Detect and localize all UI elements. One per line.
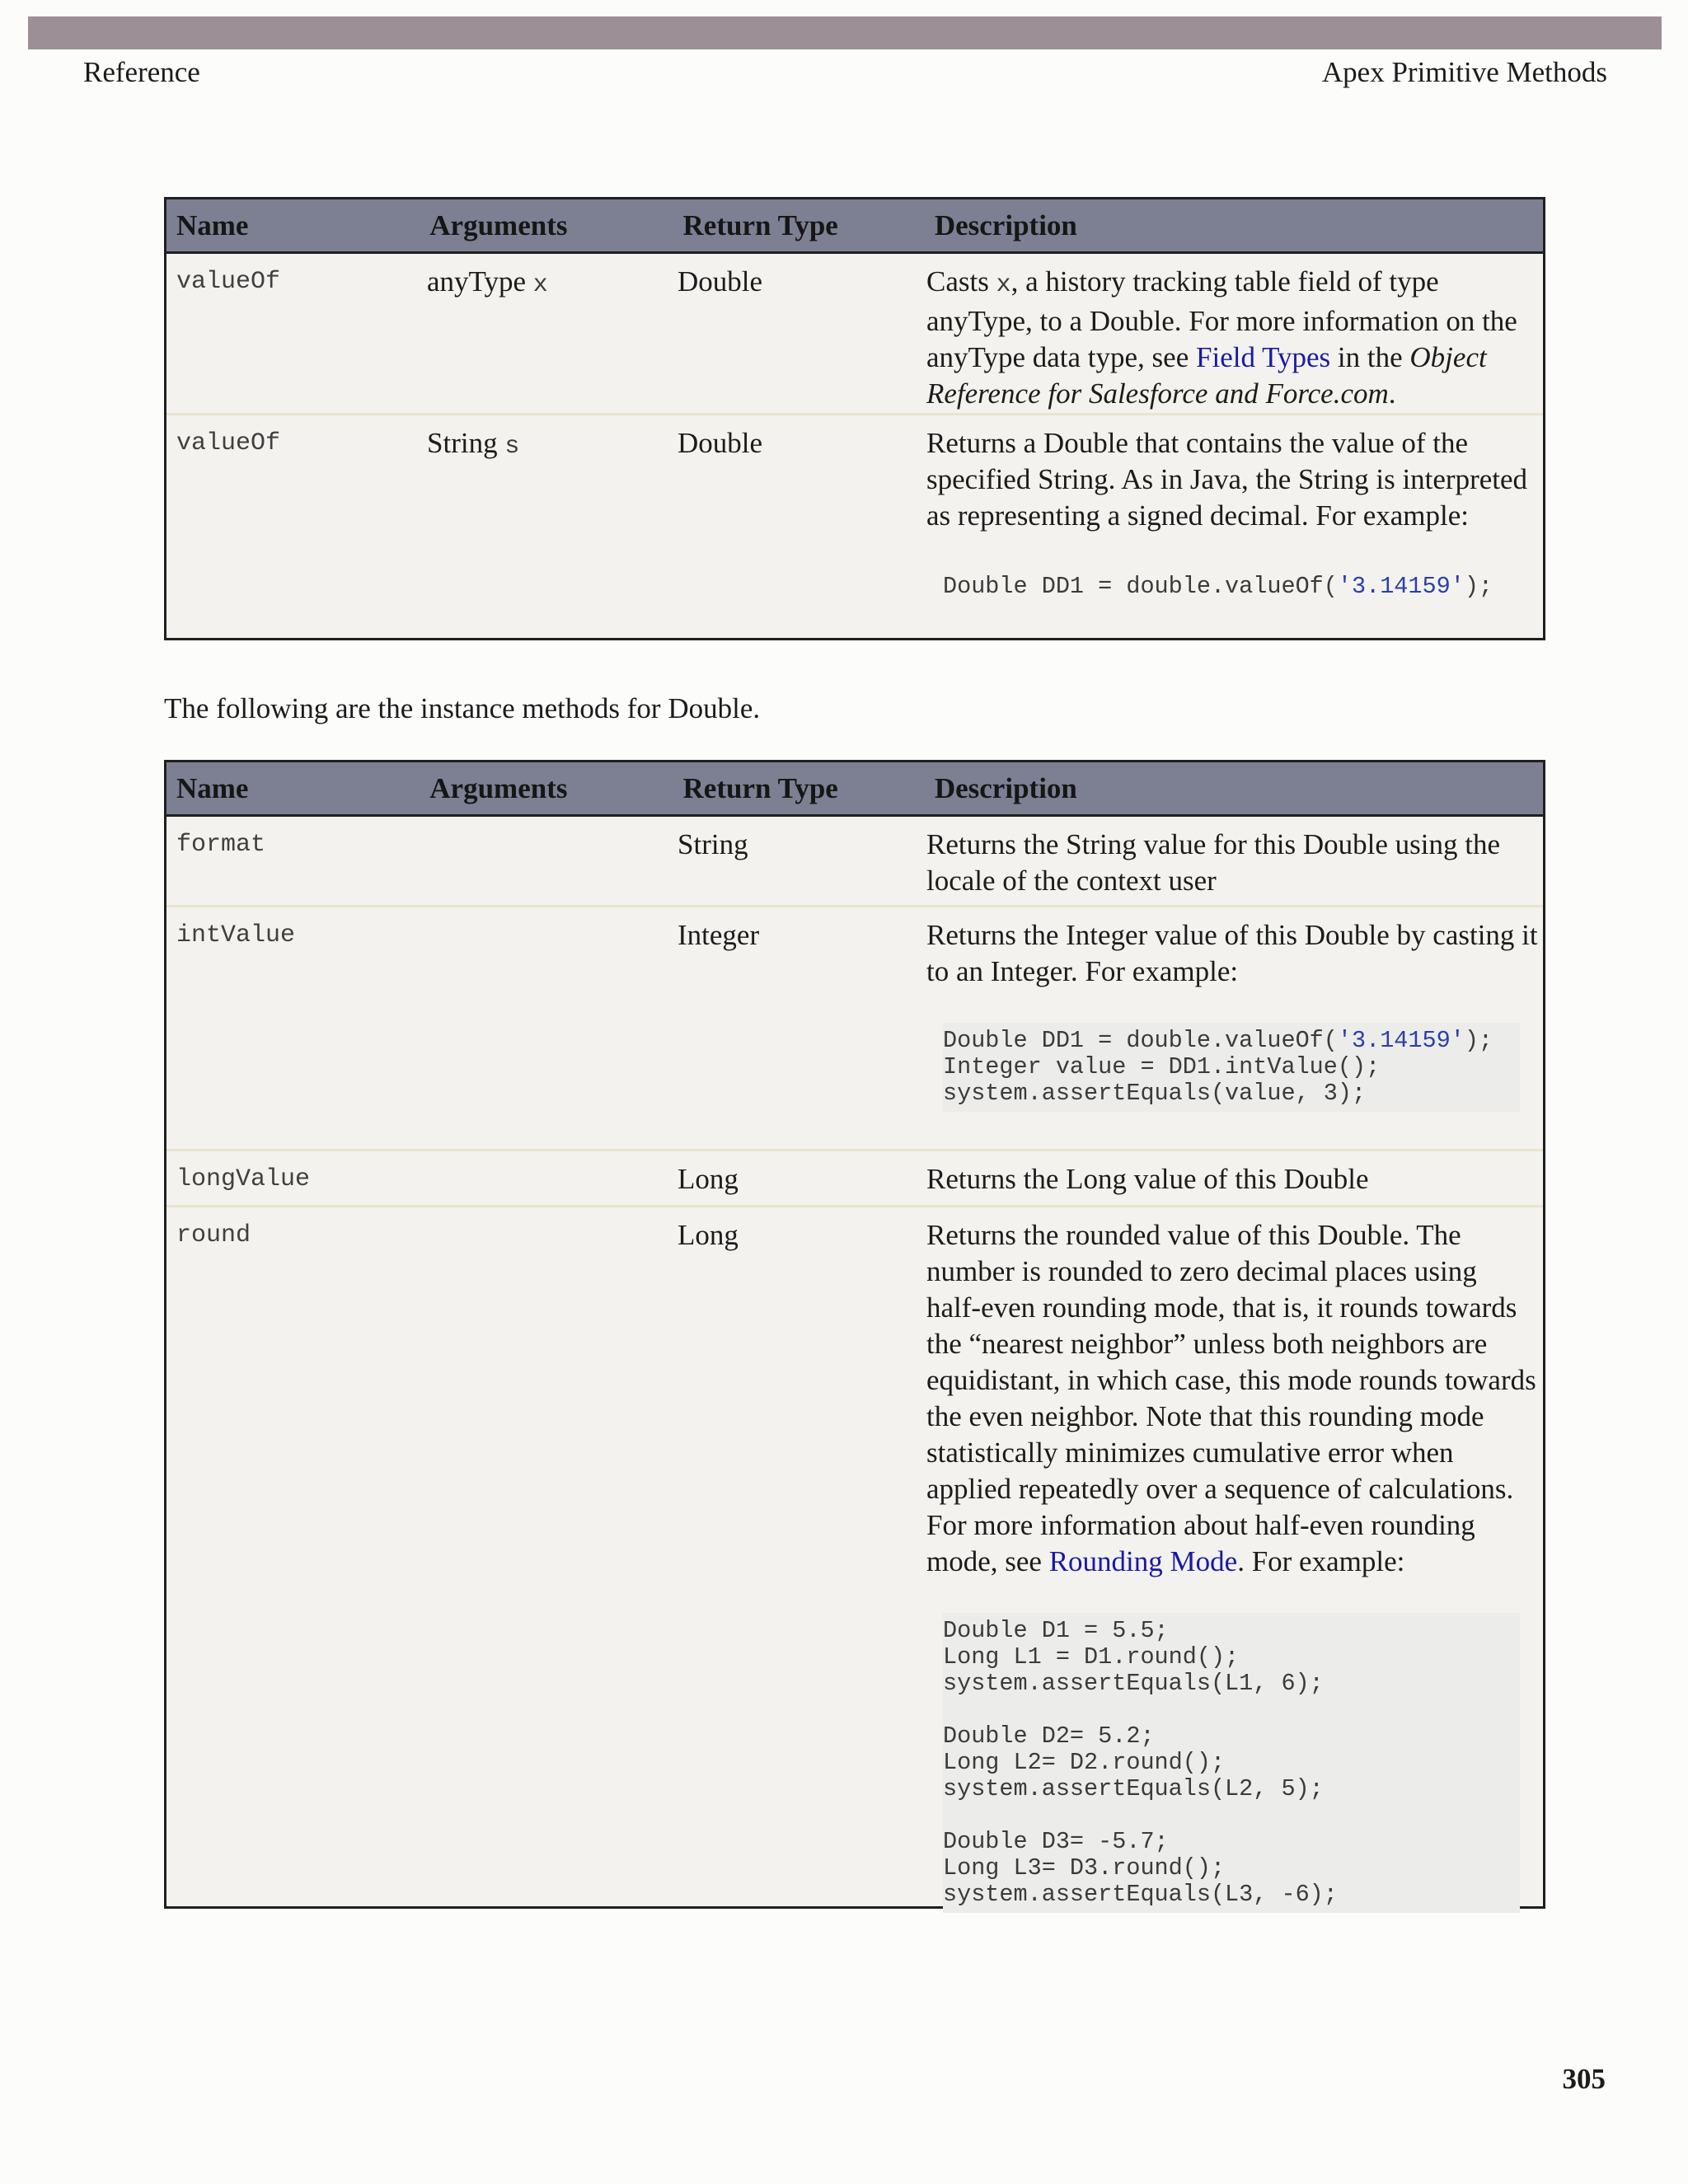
method-arguments bbox=[417, 1151, 668, 1205]
code-text: Double DD1 = double.valueOf( bbox=[943, 573, 1338, 600]
header-bar bbox=[28, 16, 1662, 49]
description-variable: x bbox=[996, 271, 1011, 299]
book-title: Object Reference for Salesforce and Force.com bbox=[926, 341, 1487, 410]
return-type: Integer bbox=[678, 919, 760, 951]
field-types-link[interactable]: Field Types bbox=[1196, 341, 1331, 373]
column-header-return-type: Return Type bbox=[682, 209, 838, 241]
method-name: longValue bbox=[176, 1165, 311, 1193]
column-header-arguments: Arguments bbox=[429, 209, 568, 241]
method-description bbox=[917, 254, 1543, 413]
table-row bbox=[166, 817, 1543, 907]
method-arguments bbox=[417, 907, 668, 1149]
method-arguments bbox=[417, 415, 668, 638]
method-description bbox=[917, 415, 1543, 638]
return-type: Long bbox=[678, 1163, 738, 1195]
static-methods-table bbox=[164, 197, 1545, 640]
page-number: 305 bbox=[1562, 2063, 1606, 2095]
description-text: , a history tracking table field of type anyType, to a Double. For more information on the anyType data type, see bbox=[926, 265, 1517, 373]
return-type: Long bbox=[678, 1219, 738, 1251]
description-text bbox=[926, 1217, 1543, 1580]
table-row bbox=[166, 907, 1543, 1151]
return-type: Double bbox=[678, 265, 763, 298]
return-type: Double bbox=[678, 427, 763, 459]
column-header-description: Description bbox=[934, 772, 1077, 804]
column-header-name: Name bbox=[176, 209, 249, 241]
table-header bbox=[166, 199, 1543, 254]
rounding-mode-link[interactable]: Rounding Mode bbox=[1048, 1545, 1238, 1577]
argument-type: anyType bbox=[427, 265, 527, 298]
method-name: intValue bbox=[176, 921, 296, 949]
code-text: Double DD1 = double.valueOf( bbox=[943, 1027, 1338, 1054]
code-example bbox=[943, 1023, 1520, 1112]
method-name: round bbox=[176, 1221, 251, 1249]
argument-type: String bbox=[427, 427, 498, 459]
intro-paragraph: The following are the instance methods for Double. bbox=[164, 692, 761, 724]
description-text: Returns the rounded value of this Double. The number is rounded to zero decimal places using half-even rounding mode, that is, it rounds towards the “nearest neighbor” unless both neighbors are equidistant, in which case, this mode rounds towards the even neighbor. Note that this rounding mode statistically minimizes cumulative error when applied repeatedly over a sequence of calculations. For more information about half-even rounding mode, see bbox=[926, 1219, 1536, 1577]
method-name: valueOf bbox=[176, 268, 281, 296]
method-description: Returns the Long value of this Double bbox=[926, 1163, 1369, 1195]
return-type: String bbox=[678, 828, 748, 860]
description-text: Returns the Integer value of this Double by casting it to an Integer. For example: bbox=[926, 919, 1538, 987]
method-name: valueOf bbox=[176, 429, 281, 457]
method-description: Returns the String value for this Double using the locale of the context user bbox=[926, 828, 1501, 897]
description-text: . For example: bbox=[1237, 1545, 1405, 1577]
header-chapter-title: Apex Primitive Methods bbox=[1321, 56, 1607, 88]
description-text: in the bbox=[1330, 341, 1410, 373]
method-arguments bbox=[417, 254, 668, 413]
code-example bbox=[943, 569, 1520, 605]
table-row bbox=[166, 254, 1543, 415]
column-header-arguments: Arguments bbox=[429, 772, 568, 804]
column-header-description: Description bbox=[934, 209, 1077, 241]
method-description bbox=[917, 1207, 1543, 1906]
description-text: . bbox=[1388, 377, 1396, 410]
code-string: '3.14159' bbox=[1337, 573, 1465, 600]
table-row bbox=[166, 415, 1543, 638]
column-header-return-type: Return Type bbox=[682, 772, 838, 804]
code-text: ); Integer value = DD1.intValue(); system.assertEquals(value, 3); bbox=[943, 1027, 1493, 1107]
method-description bbox=[917, 907, 1543, 1149]
description-text: Casts bbox=[926, 265, 996, 298]
description-text: Returns a Double that contains the value of the specified String. As in Java, the String is interpreted as representing a signed decimal. For example: bbox=[926, 427, 1528, 532]
header-section-title: Reference bbox=[83, 56, 200, 88]
column-header-name: Name bbox=[176, 772, 249, 804]
table-header bbox=[166, 762, 1543, 817]
method-arguments bbox=[417, 817, 668, 905]
table-row bbox=[166, 1151, 1543, 1207]
argument-variable: x bbox=[532, 271, 548, 299]
code-string: '3.14159' bbox=[1337, 1027, 1465, 1054]
method-arguments bbox=[417, 1207, 668, 1906]
instance-methods-table bbox=[164, 760, 1545, 1909]
method-name: format bbox=[176, 831, 266, 859]
code-text: ); bbox=[1464, 573, 1493, 600]
table-row bbox=[166, 1207, 1543, 1906]
code-example: Double D1 = 5.5; Long L1 = D1.round(); system.assertEquals(L1, 6); Double D2= 5.2; Long L2= D2.round(); system.assertEquals(L2, 5); Double D3= -5.7; Long L3= D3.round(); system.assertEquals(L3, -6); bbox=[943, 1613, 1520, 1913]
argument-variable: s bbox=[504, 433, 520, 461]
